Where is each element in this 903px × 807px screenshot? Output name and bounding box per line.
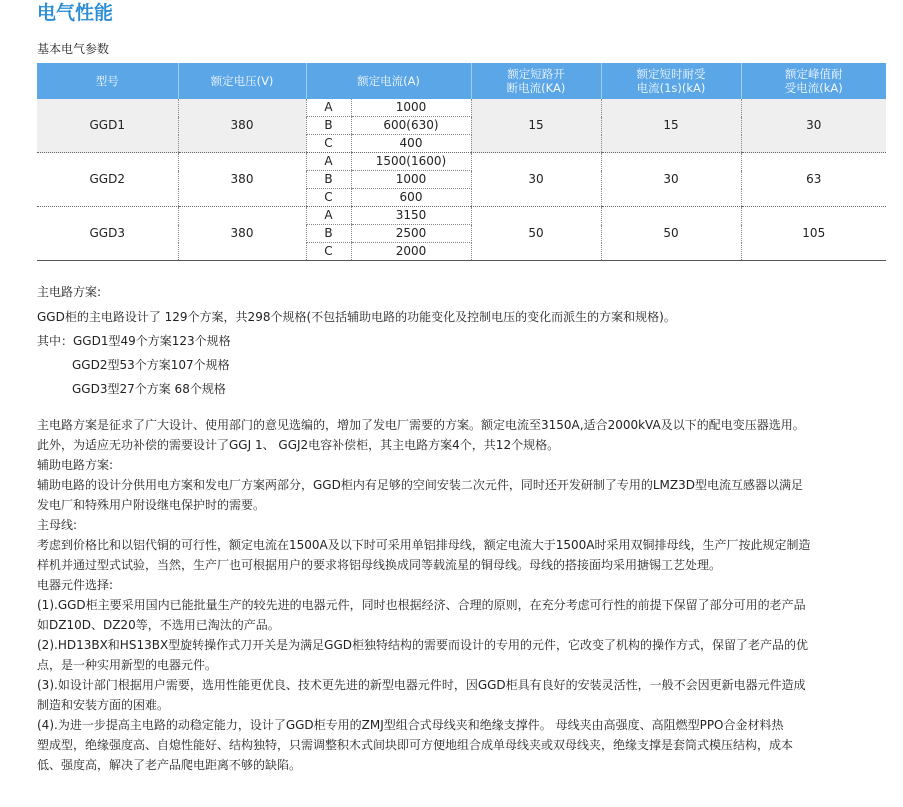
cell-breaking: 30 [471,153,601,207]
header-peak [741,63,886,99]
cell-current: 600 [351,189,471,207]
cell-voltage: 380 [178,99,306,153]
body-text [37,282,892,775]
cell-grade: C [306,189,351,207]
cell-grade: C [306,135,351,153]
main-circuit-line2: 其中：GGD1型49个方案123个规格 [37,334,231,348]
header-voltage: 额定电压(V) [178,63,306,99]
component-3-line2: 制造和安装方面的困难。 [37,698,170,712]
cell-grade: B [306,225,351,243]
aux-heading: 辅助电路方案: [37,458,114,472]
cell-current: 1000 [351,99,471,117]
cell-model: GGD1 [37,99,178,153]
busbar-line1: 考虑到价格比和以铝代铜的可行性，额定电流在1500A及以下时可采用单铝排母线，额定电流大于1500A时采用双铜排母线，生产厂按此规定制造 [37,538,811,552]
cell-shorttime: 30 [601,153,741,207]
header-shorttime-line2: 电流(1s)(kA) [636,81,706,95]
cell-current: 1500(1600) [351,153,471,171]
cell-model: GGD3 [37,207,178,261]
table-group-ggd1 [37,99,886,153]
component-2-line2: 点，是一种实用新型的电器元件。 [37,658,218,672]
section-subtitle: 基本电气参数 [37,42,110,56]
cell-grade: A [306,207,351,225]
header-model: 型号 [37,63,178,99]
cell-model: GGD2 [37,153,178,207]
component-2-line1: (2).HD13BX和HS13BX型旋转操作式刀开关是为满足GGD柜独特结构的需要而设计的专用的元件，它改变了机构的操作方式，保留了老产品的优 [37,638,809,652]
main-circuit-line4: GGD3型27个方案 68个规格 [72,382,226,396]
table-group-ggd2 [37,153,886,207]
table-row [37,207,886,225]
header-breaking-line2: 断电流(KA) [506,81,566,95]
cell-grade: A [306,99,351,117]
component-4-line2: 塑成型，绝缘强度高、自熄性能好、结构独特，只需调整积木式间块即可方便地组合成单母线夹或双母线夹，绝缘支撑是套筒式模压结构，成本 [37,738,794,752]
component-4-line1: (4).为进一步提高主电路的动稳定能力，设计了GGD柜专用的ZMJ型组合式母线夹和绝缘支撑件。 母线夹由高强度、高阻燃型PPO合金材料热 [37,718,784,732]
busbar-line2: 样机并通过型式试验，当然，生产厂也可根据用户的要求将铝母线换成同等载流星的铜母线。母线的搭接面均采用搪锡工艺处理。 [37,558,722,572]
para1-line1: 主电路方案是征求了广大设计、使用部门的意见选编的，增加了发电厂需要的方案。额定电流至3150A,适合2000kVA及以下的配电变压器选用。 [37,418,805,432]
cell-current: 3150 [351,207,471,225]
header-breaking-line1: 额定短路开 [507,67,565,81]
cell-current: 600(630) [351,117,471,135]
component-heading: 电器元件选择: [37,578,114,592]
table-header-row [37,63,886,99]
header-peak-line2: 受电流(kA) [784,81,843,95]
para1-line2: 此外，为适应无功补偿的需要设计了GGJ 1、 GGJ2电容补偿柜，其主电路方案4个，共12个规格。 [37,438,560,452]
busbar-heading: 主母线: [37,518,78,532]
header-peak-line1: 额定峰值耐 [785,67,843,81]
main-circuit-heading: 主电路方案: [37,285,102,299]
header-breaking [471,63,601,99]
aux-line1: 辅助电路的设计分供用电方案和发电厂方案两部分，GGD柜内有足够的空间安装二次元件，同时还开发研制了专用的LMZ3D型电流互感器以满足 [37,478,803,492]
cell-peak: 30 [741,99,886,153]
cell-voltage: 380 [178,207,306,261]
cell-grade: A [306,153,351,171]
cell-grade: B [306,171,351,189]
table-row [37,153,886,171]
cell-current: 400 [351,135,471,153]
cell-voltage: 380 [178,153,306,207]
electrical-params-table [37,63,886,261]
component-1-line2: 如DZ10D、DZ20等，不选用已淘汰的产品。 [37,618,280,632]
cell-peak: 105 [741,207,886,261]
page-title: 电气性能 [37,2,114,24]
cell-current: 2500 [351,225,471,243]
cell-grade: B [306,117,351,135]
cell-current: 1000 [351,171,471,189]
header-shorttime [601,63,741,99]
header-current: 额定电流(A) [306,63,471,99]
component-4-line3: 低、强度高，解决了老产品爬电距离不够的缺陷。 [37,758,302,772]
cell-shorttime: 50 [601,207,741,261]
table-group-ggd3 [37,207,886,261]
cell-grade: C [306,243,351,261]
cell-current: 2000 [351,243,471,261]
component-3-line1: (3).如设计部门根据用户需要，选用性能更优良、技术更先进的新型电器元件时，因GGD柜具有良好的安装灵活性，一般不会因更新电器元件造成 [37,678,806,692]
cell-breaking: 50 [471,207,601,261]
header-shorttime-line1: 额定短时耐受 [636,67,706,81]
aux-line2: 发电厂和特殊用户附设继电保护时的需要。 [37,498,266,512]
component-1-line1: (1).GGD柜主要采用国内已能批量生产的较先进的电器元件，同时也根据经济、合理的原则，在充分考虑可行性的前提下保留了部分可用的老产品 [37,598,806,612]
cell-breaking: 15 [471,99,601,153]
cell-peak: 63 [741,153,886,207]
table-row [37,99,886,117]
main-circuit-line1: GGD柜的主电路设计了 129个方案，共298个规格(不包括辅助电路的功能变化及控制电压的变化而派生的方案和规格)。 [37,310,676,324]
cell-shorttime: 15 [601,99,741,153]
main-circuit-line3: GGD2型53个方案107个规格 [72,358,230,372]
